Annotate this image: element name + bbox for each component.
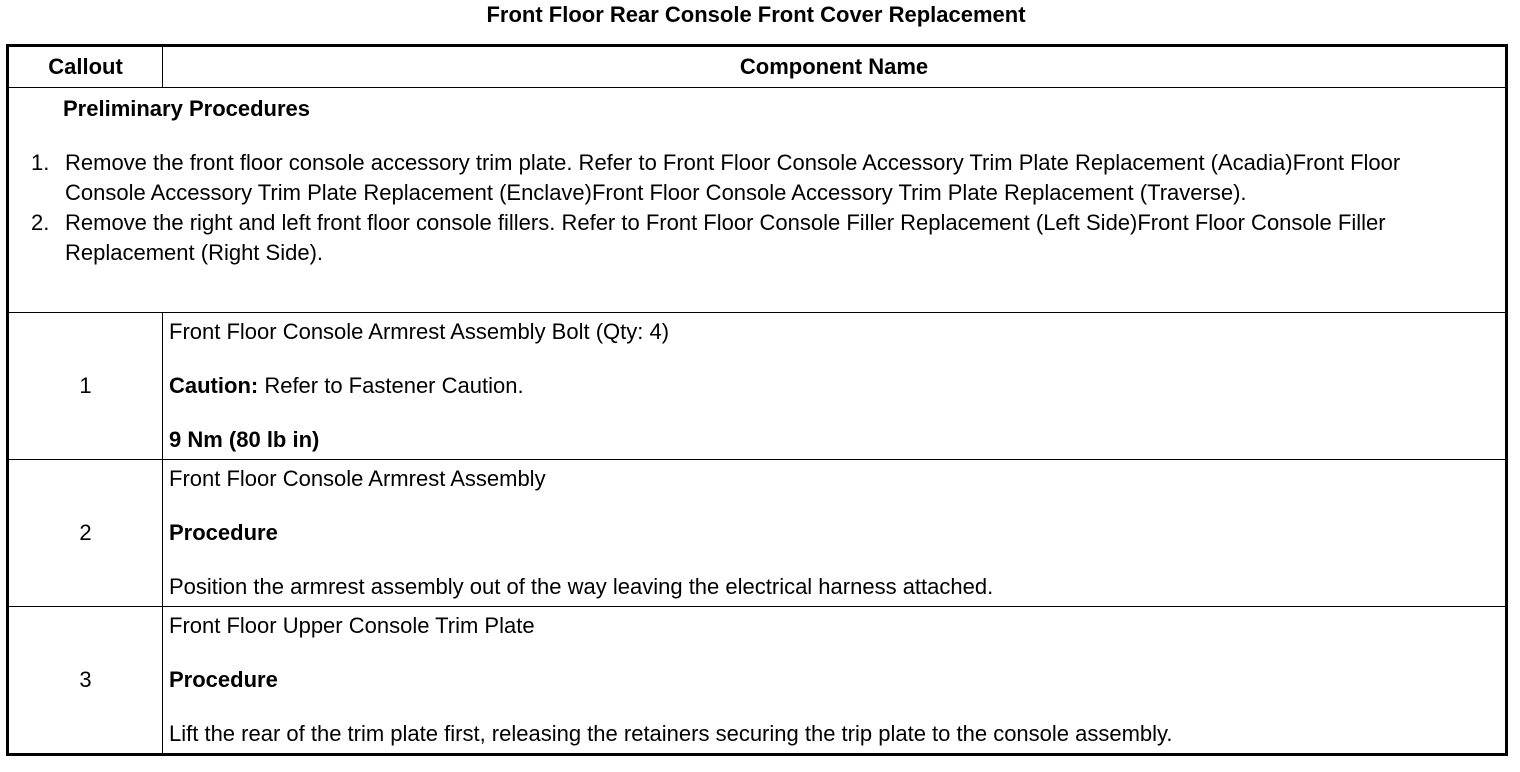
- component-name: Front Floor Upper Console Trim Plate: [169, 613, 535, 638]
- component-cell: [163, 313, 1507, 460]
- procedure-label: Procedure: [169, 520, 278, 545]
- table-row: [8, 313, 1507, 460]
- torque-spec: 9 Nm (80 lb in): [169, 427, 320, 452]
- component-name: Front Floor Console Armrest Assembly: [169, 466, 546, 491]
- preliminary-procedures-row: [8, 88, 1507, 313]
- preliminary-steps-list: [31, 148, 1485, 268]
- preliminary-procedures-cell: [8, 88, 1507, 313]
- component-cell: [163, 460, 1507, 607]
- caution-text: Refer to Fastener Caution.: [258, 373, 524, 398]
- component-cell: [163, 607, 1507, 755]
- procedure-label: Procedure: [169, 667, 278, 692]
- column-header-component-name: Component Name: [163, 46, 1507, 88]
- caution-line: [169, 371, 1499, 401]
- list-item: [31, 148, 1485, 208]
- callout-cell: 3: [8, 607, 163, 755]
- table-header-row: [8, 46, 1507, 88]
- step-text: Remove the front floor console accessory trim plate. Refer to Front Floor Console Accessory Trim Plate Replacement (Acadia)Front Floor Console Accessory Trim Plate Replacement (Enclave)Front Floor Console Accessory Trim Plate Replacement (Traverse).: [65, 150, 1401, 205]
- step-text: Remove the right and left front floor console fillers. Refer to Front Floor Console Filler Replacement (Left Side)Front Floor Console Filler Replacement (Right Side).: [65, 210, 1386, 265]
- table-row: [8, 460, 1507, 607]
- procedure-text: Lift the rear of the trim plate first, releasing the retainers securing the trip plate to the console assembly.: [169, 721, 1173, 746]
- component-name: Front Floor Console Armrest Assembly Bolt (Qty: 4): [169, 319, 670, 344]
- procedure-table: [6, 44, 1508, 756]
- caution-label: Caution:: [169, 373, 259, 398]
- column-header-callout: Callout: [8, 46, 163, 88]
- procedure-text: Position the armrest assembly out of the way leaving the electrical harness attached.: [169, 574, 994, 599]
- callout-cell: 1: [8, 313, 163, 460]
- page-title: Front Floor Rear Console Front Cover Replacement: [486, 2, 1026, 27]
- table-row: [8, 607, 1507, 755]
- list-item: [31, 208, 1485, 268]
- callout-cell: 2: [8, 460, 163, 607]
- step-number: 1.: [31, 150, 50, 175]
- step-number: 2.: [31, 210, 50, 235]
- preliminary-procedures-heading: Preliminary Procedures: [63, 96, 311, 121]
